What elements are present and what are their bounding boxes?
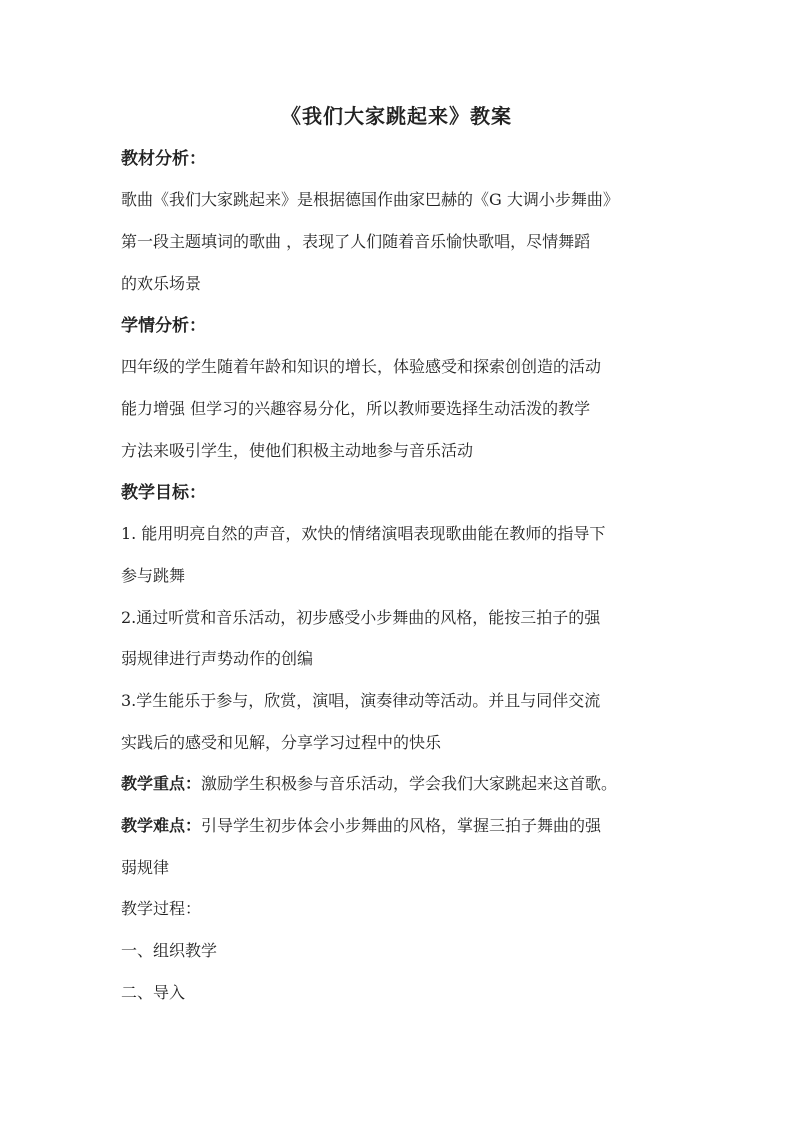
document-title: 《我们大家跳起来》教案	[281, 104, 512, 128]
objective-line: 1. 能用明亮自然的声音，欢快的情绪演唱表现歌曲能在教师的指导下	[121, 524, 606, 543]
difficulty-continuation: 弱规律	[121, 858, 170, 877]
difficulty-label: 教学难点：	[121, 816, 202, 835]
material-analysis-heading: 教材分析：	[121, 149, 206, 169]
key-point-label: 教学重点：	[121, 774, 202, 793]
objective-line: 弱规律进行声势动作的创编	[121, 649, 314, 668]
student-analysis-line: 方法来吸引学生，使他们积极主动地参与音乐活动	[121, 441, 474, 460]
key-point-text: 激励学生积极参与音乐活动，学会我们大家跳起来这首歌。	[201, 774, 618, 793]
key-point-paragraph	[121, 773, 681, 795]
material-analysis-line: 的欢乐场景	[121, 274, 202, 293]
difficulty-paragraph	[121, 815, 681, 837]
objective-line: 参与跳舞	[121, 566, 186, 585]
process-heading: 教学过程：	[121, 899, 202, 918]
objective-line: 3.学生能乐于参与，欣赏，演唱，演奏律动等活动。并且与同伴交流	[121, 691, 601, 710]
student-analysis-line: 四年级的学生随着年龄和知识的增长，体验感受和探索创创造的活动	[121, 357, 602, 376]
objective-line: 实践后的感受和见解，分享学习过程中的快乐	[121, 733, 442, 752]
material-analysis-line: 歌曲《我们大家跳起来》是根据德国作曲家巴赫的《G 大调小步舞曲》	[121, 190, 619, 209]
process-item: 一、组织教学	[121, 941, 218, 960]
objectives-heading: 教学目标：	[121, 483, 206, 503]
student-analysis-line: 能力增强 但学习的兴趣容易分化，所以教师要选择生动活泼的教学	[121, 399, 591, 418]
student-analysis-heading: 学情分析：	[121, 316, 206, 336]
process-item: 二、导入	[121, 983, 186, 1002]
material-analysis-line: 第一段主题填词的歌曲 ，表现了人们随着音乐愉快歌唱，尽情舞蹈	[121, 232, 591, 251]
objective-line: 2.通过听赏和音乐活动，初步感受小步舞曲的风格，能按三拍子的强	[121, 608, 601, 627]
difficulty-text: 引导学生初步体会小步舞曲的风格，掌握三拍子舞曲的强	[201, 816, 602, 835]
